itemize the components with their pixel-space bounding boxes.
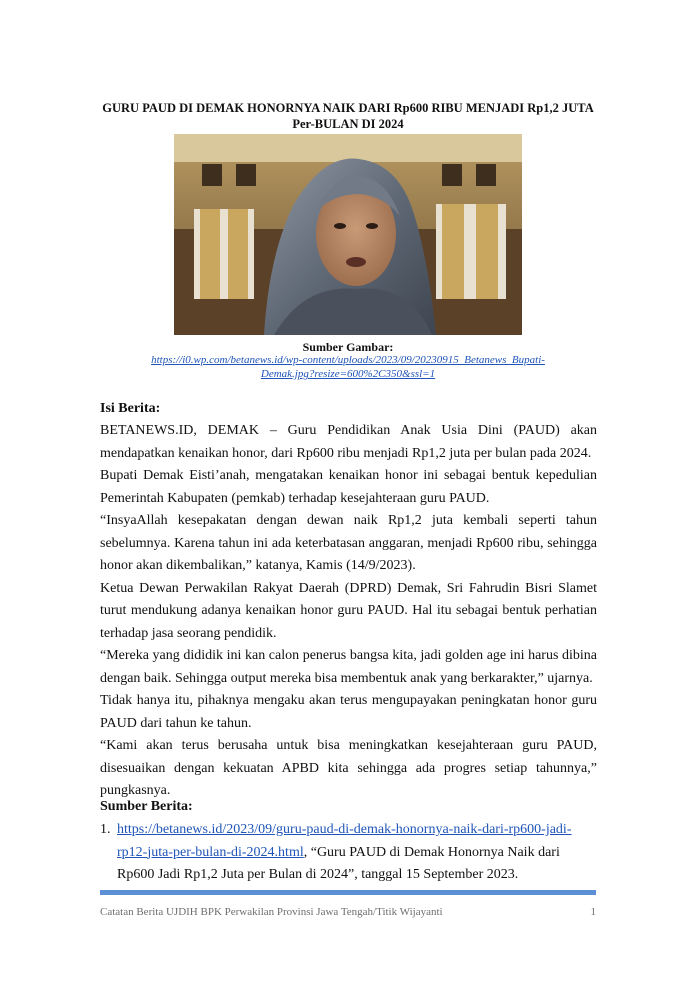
- page-number: 1: [590, 906, 596, 918]
- article-title: GURU PAUD DI DEMAK HONORNYA NAIK DARI Rp600 RIBU MENJADI Rp1,2 JUTA Per-BULAN DI 2024: [102, 101, 594, 131]
- paragraph: Bupati Demak Eisti’anah, mengatakan kenaikan honor ini sebagai bentuk kepedulian Pemerintah Kabupaten (pemkab) terhadap kesejahteraan guru PAUD.: [100, 468, 597, 506]
- paragraph: Tidak hanya itu, pihaknya mengaku akan terus mengupayakan peningkatan honor guru PAUD dari tahun ke tahun.: [100, 693, 597, 731]
- sumber-berita-heading: Sumber Berita:: [100, 799, 193, 814]
- footer-text: Catatan Berita UJDIH BPK Perwakilan Provinsi Jawa Tengah/Titik Wijayanti: [100, 906, 443, 918]
- page-footer: [100, 906, 596, 918]
- paragraph: “Mereka yang dididik ini kan calon penerus bangsa kita, jadi golden age ini harus dibina dengan baik. Sehingga output mereka bisa membentuk anak yang berkarakter,” ujarnya.: [100, 648, 597, 686]
- source-description: , “Guru PAUD di Demak Honornya Naik dari Rp600 Jadi Rp1,2 Juta per Bulan di 2024”, tanggal 15 September 2023.: [117, 844, 560, 882]
- image-caption-label: Sumber Gambar:: [302, 340, 394, 354]
- sources-list: [100, 819, 597, 887]
- source-link[interactable]: https://betanews.id/2023/09/guru-paud-di-demak-honornya-naik-dari-rp600-jadi-rp12-juta-per-bulan-di-2024.html: [117, 822, 572, 860]
- paragraph: “Kami akan terus berusaha untuk bisa meningkatkan kesejahteraan guru PAUD, disesuaikan dengan kekuatan APBD kita sehingga ada progres setiap tahunnya,” pungkasnya.: [100, 738, 597, 798]
- list-item: [100, 819, 597, 887]
- article-body: [100, 420, 597, 803]
- paragraph: BETANEWS.ID, DEMAK – Guru Pendidikan Anak Usia Dini (PAUD) akan mendapatkan kenaikan honor, dari Rp600 ribu menjadi Rp1,2 juta per bulan pada 2024.: [100, 423, 597, 461]
- list-number: 1.: [100, 822, 111, 837]
- isi-berita-heading: Isi Berita:: [100, 401, 161, 416]
- paragraph: Ketua Dewan Perwakilan Rakyat Daerah (DPRD) Demak, Sri Fahrudin Bisri Slamet turut mendukung adanya kenaikan honor guru PAUD. Hal itu sebagai bentuk perhatian terhadap jasa seorang pendidik.: [100, 580, 597, 641]
- source-entry: [117, 819, 597, 887]
- image-source-link[interactable]: https://i0.wp.com/betanews.id/wp-content/uploads/2023/09/20230915_Betanews_Bupati-Demak.jpg?resize=600%2C350&ssl=1: [151, 354, 545, 380]
- paragraph: “InsyaAllah kesepakatan dengan dewan naik Rp1,2 juta kembali seperti tahun sebelumnya. Karena tahun ini ada keterbatasan anggaran, menjadi Rp600 ribu, sehingga honor akan dikembalikan,” katanya, Kamis (14/9/2023).: [100, 513, 597, 573]
- footer-divider: [100, 890, 596, 895]
- article-photo: [174, 134, 522, 335]
